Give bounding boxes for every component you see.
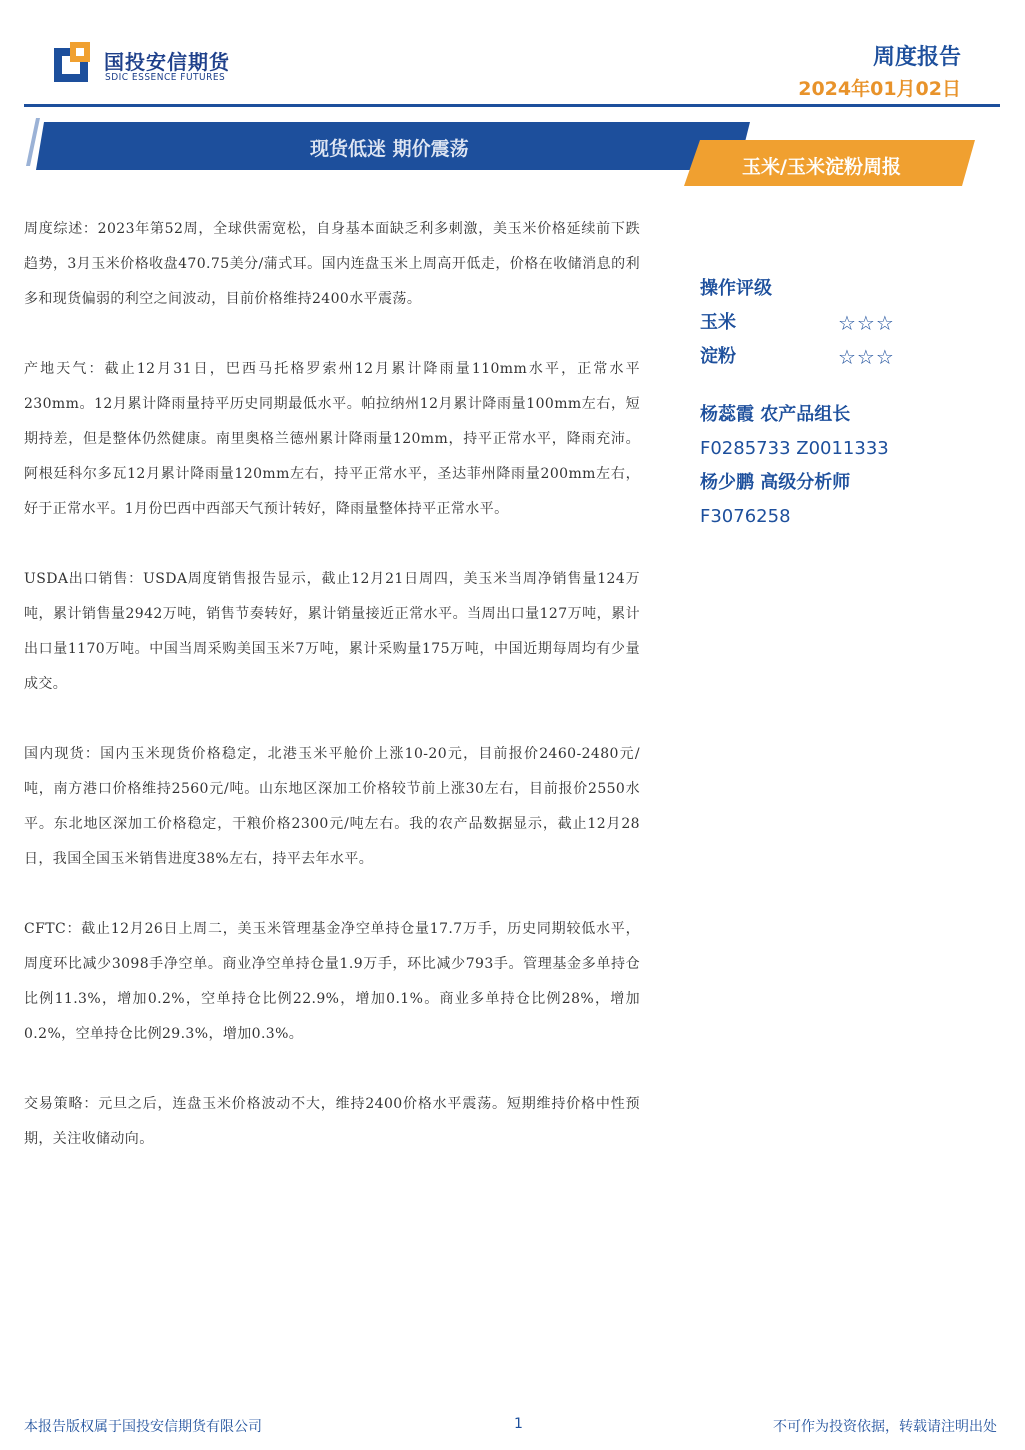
report-category-tag: 玉米/玉米淀粉周报 (742, 156, 901, 178)
title-banner (0, 118, 1025, 190)
page-number: 1 (514, 1416, 523, 1432)
paragraph-strategy: 交易策略：元旦之后，连盘玉米价格波动不大，维持2400价格水平震荡。短期维持价格中性预期，关注收储动向。 (24, 1096, 640, 1147)
logo-mark-icon (54, 42, 98, 86)
star-rating-icon: ☆☆☆ (838, 345, 895, 369)
banner-title: 现货低迷 期价震荡 (310, 138, 469, 160)
rating-heading: 操作评级 (700, 278, 772, 299)
page-footer (0, 1416, 1025, 1440)
analyst-name-title: 杨蕊霞 农产品组长 (700, 404, 851, 425)
report-date: 2024年01月02日 (798, 78, 961, 100)
paragraph-weekly-summary: 周度综述：2023年第52周，全球供需宽松，自身基本面缺乏利多刺激，美玉米价格延续前下跌趋势，3月玉米价格收盘470.75美分/蒲式耳。国内连盘玉米上周高开低走，价格在收储消息的利多和现货偏弱的利空之间波动，目前价格维持2400水平震荡。 (24, 221, 640, 307)
rating-name: 淀粉 (700, 346, 736, 367)
star-rating-icon: ☆☆☆ (838, 311, 895, 335)
rating-row-corn (700, 306, 1000, 340)
rating-row-starch (700, 340, 1000, 374)
report-body (24, 212, 640, 1192)
paragraph-domestic-spot: 国内现货：国内玉米现货价格稳定，北港玉米平舱价上涨10-20元，目前报价2460-2480元/吨，南方港口价格维持2560元/吨。山东地区深加工价格较节前上涨30左右，目前报价2550水平。东北地区深加工价格稳定，干粮价格2300元/吨左右。我的农产品数据显示，截止12月28日，我国全国玉米销售进度38%左右，持平去年水平。 (24, 746, 640, 867)
paragraph-usda-exports: USDA出口销售：USDA周度销售报告显示，截止12月21日周四，美玉米当周净销售量124万吨，累计销售量2942万吨，销售节奏转好，累计销量接近正常水平。当周出口量127万吨，累计出口量1170万吨。中国当周采购美国玉米7万吨，累计采购量175万吨，中国近期每周均有少量成交。 (24, 571, 640, 692)
analyst-name-title: 杨少鹏 高级分析师 (700, 472, 851, 493)
rating-name: 玉米 (700, 312, 736, 333)
header-divider (24, 104, 1000, 107)
footer-disclaimer: 不可作为投资依据，转载请注明出处 (773, 1419, 997, 1435)
sidebar (700, 272, 1000, 534)
report-type-label: 周度报告 (872, 45, 961, 70)
paragraph-weather: 产地天气：截止12月31日，巴西马托格罗索州12月累计降雨量110mm水平，正常水平230mm。12月累计降雨量持平历史同期最低水平。帕拉纳州12月累计降雨量100mm左右，短期持差，但是整体仍然健康。南里奥格兰德州累计降雨量120mm，持平正常水平，降雨充沛。阿根廷科尔多瓦12月累计降雨量120mm左右，持平正常水平，圣达菲州降雨量200mm左右，好于正常水平。1月份巴西中西部天气预计转好，降雨量整体持平正常水平。 (24, 361, 640, 517)
analyst-license-id: F0285733 Z0011333 (700, 438, 889, 459)
analyst-license-id: F3076258 (700, 506, 791, 527)
logo-english-name: SDIC ESSENCE FUTURES (105, 72, 226, 83)
footer-copyright: 本报告版权属于国投安信期货有限公司 (24, 1419, 262, 1435)
logo-chinese-name: 国投安信期货 (104, 50, 230, 74)
company-logo (54, 42, 254, 88)
paragraph-cftc: CFTC：截止12月26日上周二，美玉米管理基金净空单持仓量17.7万手，历史同期较低水平，周度环比减少3098手净空单。商业净空单持仓量1.9万手，环比减少793手。管理基金多单持仓比例11.3%，增加0.2%，空单持仓比例22.9%，增加0.1%。商业多单持仓比例28%，增加0.2%，空单持仓比例29.3%，增加0.3%。 (24, 921, 640, 1042)
